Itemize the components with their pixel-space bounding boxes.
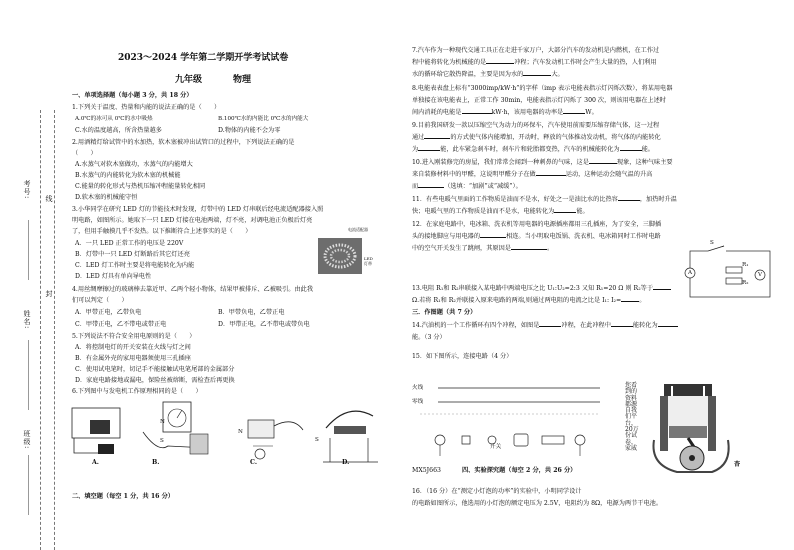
q15-wiring-figure: [410, 378, 610, 468]
q8-line2: 单独接在该电能表上，正常工作 30min，电能表指示灯闪烁了 300 次，则该用电器在上述时: [412, 97, 666, 104]
adapter-label: 电流适配器: [348, 227, 368, 232]
q9-blank-1[interactable]: [424, 138, 450, 139]
q5-option-d: D．家庭电路接地或漏电，保险丝被熔断，需检查后再更换: [75, 377, 235, 384]
q6-label-d: D.: [342, 459, 350, 466]
q10-line1: 10.进入刚装修完的房屋，我们常常会闻到一种刺鼻的气味，这是 现象，这种气味主要: [412, 159, 673, 166]
magnet-pole-n-c: N: [238, 429, 243, 435]
q9-line2: 通过 的方式使气体内能增加，开动时，释放的气体推动发动机，将气体的内能转化: [412, 134, 661, 141]
q3-option-c: C．LED 灯工作时主要是将电能转化为内能: [75, 262, 195, 269]
q2-option-c: C.能量的转化形式与热机压缩冲程能量转化相同: [75, 183, 206, 190]
section3-heading: 三．作图题（共 7 分）: [412, 309, 477, 316]
section2-heading: 二、填空题（每空 1 分，共 16 分）: [72, 493, 174, 500]
q12-line1: 12．在家庭电路中，电冰箱、洗衣机等用电器的电源插座都用三孔插座，为了安全，三脚插: [412, 221, 662, 228]
q4-option-c: C．甲带正电，乙不带电或带正电: [75, 321, 167, 328]
q5-stem: 5.下列说法不符合安全用电原则的是（ ）: [72, 333, 196, 340]
q7-line2: 程中能将转化为机械能的是 冲程；汽车发动机工作时会产生大量的热，人们利用: [412, 59, 657, 66]
subject-label: 物理: [233, 75, 252, 85]
magnet-pole-s-d: S: [315, 437, 319, 443]
q3-option-a: A．一只 LED 正常工作的电压是 220V: [75, 240, 184, 247]
circuit-r1: R₁: [742, 262, 749, 268]
circuit-voltmeter-v: V: [758, 272, 763, 278]
q12-blank-1[interactable]: [480, 237, 506, 238]
q10-blank-3[interactable]: [418, 187, 444, 188]
q13-circuit-diagram: [680, 245, 780, 305]
q14-blank-3[interactable]: [658, 326, 678, 327]
q16-line2: 的电路如图所示，他选用的小灯泡的额定电压为 2.5V，电阻约为 8Ω，电源为两节干电池。: [412, 500, 663, 507]
led-strip-photo: [318, 238, 362, 274]
q8-line1: 8.电能表表盘上标有“3000imp/kW·h”的字样（imp 表示电能表指示灯闪烁次数），将某用电器: [412, 85, 673, 92]
q5-option-a: A．将控制电灯的开关安装在火线与灯之间: [75, 344, 191, 351]
watermark-vertical-text: 您看到的资料都源自我们平台，20万份试卷，家威: [625, 382, 639, 452]
q1-stem: 1.下列关于温度、热量和内能的说法正确的是（ ）: [72, 104, 221, 111]
q6-figure-b: [143, 402, 208, 454]
magnet-pole-s-b: S: [160, 438, 164, 444]
circuit-ammeter-a: A: [688, 270, 693, 276]
q9-line1: 9.目前我国研发一款以压缩空气为动力的环保车，汽车使用前需要压缩存储气体，这一过程: [412, 122, 660, 129]
neutral-wire-label: 零线: [412, 399, 424, 405]
q11-blank-1[interactable]: [618, 200, 640, 201]
class-label: 班级:: [23, 430, 31, 450]
q6-label-a: A.: [92, 459, 99, 466]
q6-figure-d: [323, 411, 378, 462]
q7-blank-1[interactable]: [486, 63, 514, 64]
q10-blank-2[interactable]: [536, 175, 566, 176]
circuit-switch-s: S: [710, 240, 714, 246]
q14-line1: 14.汽油机的一个工作循环有四个冲程，如图是 冲程，在此冲程中 能转化为: [412, 321, 678, 330]
q12-line3: 中的空气开关发生了跳闸，其原因是 。: [412, 245, 554, 252]
q1-option-a: A.0℃的冰可从 0℃的水中吸热: [75, 116, 153, 122]
q9-line3: 为 能，此车紧急刹车时，刹车片和轮胎都变热，汽车的机械能转化为 能。: [412, 146, 654, 153]
circuit-r2: R₂: [742, 280, 749, 286]
q10-line3: 而 （选填：“加剧”或“减缓”）。: [412, 183, 522, 190]
q12-blank-2[interactable]: [511, 249, 547, 250]
q3-stem-line1: 3.小华同学在研究 LED 灯的节能技术时发现，灯带中的 LED 灯串联后经电流适配器接入照: [72, 206, 324, 213]
exam-number-blank: [28, 220, 29, 280]
class-blank: [28, 455, 29, 515]
q6-stem: 6.下列图中与发电机工作原理相同的是（ ）: [72, 388, 202, 395]
binding-xian-char: 线: [45, 195, 53, 203]
q16-line1: 16．（16 分）在“测定小灯泡的功率”的实验中，小明同学设计: [412, 488, 582, 495]
q4-option-a: A．甲带正电，乙带负电: [75, 309, 142, 316]
q15-stem: 15．如下图所示，连接电路（4 分）: [412, 353, 513, 360]
q14-blank-1[interactable]: [539, 326, 561, 327]
q4-option-b: B．甲带负电，乙带正电: [218, 309, 285, 316]
q2-stem-cont: （ ）: [72, 150, 97, 157]
q3-stem-line3: 了，但用手触摸几乎不发热。以下推断符合上述事实的是（ ）: [72, 228, 252, 235]
led-label: LED 灯带: [364, 256, 373, 266]
q9-blank-2[interactable]: [418, 150, 440, 151]
section4-heading: 四、实验探究题（每空 2 分，共 26 分）: [462, 467, 577, 474]
q13-blank-1[interactable]: [653, 289, 671, 290]
q10-blank-1[interactable]: [589, 163, 617, 164]
q6-figure-c: [248, 420, 303, 459]
q10-line2: 来自装修材料中的甲醛，这说明甲醛分子在做 运动，这种运动会随气温的升高: [412, 171, 653, 178]
q13-line2: Ω.若将 R₁和 R₂并联接入原来电路的两端,则通过两电阻的电流之比是 I₁: I₂= 。: [412, 297, 646, 304]
q7-line1: 7.汽车作为一种现代交通工具正在走进千家万户，大部分汽车的发动机是内燃机，在工作过: [412, 47, 660, 54]
q11-line1: 11．有些电暖气里面的工作物质是油而不是水，好处之一是油比水的比热容 ，加热时升温: [412, 196, 677, 203]
q9-blank-3[interactable]: [620, 150, 642, 151]
binding-dash-line-inner: [54, 110, 55, 550]
name-label: 姓名:: [23, 310, 31, 330]
q8-blank-2[interactable]: [563, 113, 585, 114]
q4-option-d: D．甲带正电，乙不带电或带负电: [218, 321, 310, 328]
exam-number-label: 考号:: [23, 180, 31, 200]
grade-label: 九年级: [175, 75, 203, 85]
name-blank: [28, 340, 29, 410]
binding-feng-char: 封: [45, 290, 53, 298]
q7-line3: 水的循环给它散热降温，主要是因为水的 大。: [412, 71, 564, 78]
q4-stem-line2: 们可以判定（ ）: [72, 297, 128, 304]
switch-label: 开关: [490, 444, 502, 450]
q7-blank-2[interactable]: [523, 75, 551, 76]
q3-stem-line2: 明电路，如图所示。她取下一只 LED 灯接在电池两端，灯不亮，对调电池正负极后灯亮: [72, 217, 313, 224]
q6-figure-a: [72, 408, 120, 454]
q2-option-b: B.水蒸气的内能转化为软木塞的机械能: [75, 172, 181, 179]
magnet-pole-n-b: N: [160, 419, 165, 425]
exam-title: 2023～2024 学年第二学期开学考试试卷: [118, 53, 289, 63]
q12-line2: 头的接地脚应与用电器的 相连。当小明取电饭锅、洗衣机、电冰箱同时工作时电路: [412, 233, 661, 240]
q5-option-b: B．有金属外壳的家用电器须使用三孔插座: [75, 355, 191, 362]
q8-line3: 间内消耗的电能是 kW·h，该用电器的功率是 W。: [412, 109, 598, 116]
q1-option-d: D.物体的内能不会为零: [218, 127, 281, 134]
section1-heading: 一、单项选择题（每小题 3 分，共 18 分）: [72, 92, 193, 99]
q14-line2: 能。（3 分）: [412, 334, 446, 341]
q1-option-c: C.水的温度越高，所含热量越多: [75, 127, 162, 134]
q3-option-b: B．灯带中一只 LED 灯断路后其它灯还亮: [75, 251, 190, 258]
q5-option-c: C．使用试电笔时，切记手不能接触试电笔尾部的金属部分: [75, 366, 235, 373]
q14-blank-2[interactable]: [611, 326, 633, 327]
q1-option-b: B.100℃水的内能比 0℃水的内能大: [218, 116, 309, 122]
q13-line1: 13.电阻 R₁和 R₂串联接入某电路中两端电压之比 U₁:U₂=2:3 又知 R₁=20 Ω 则 R₂等于: [412, 284, 671, 293]
watermark-char: MX5J663: [412, 467, 441, 474]
q3-option-d: D．LED 灯具有单向导电性: [75, 273, 152, 280]
fig14-caption: 杳: [734, 461, 741, 468]
q6-label-b: B.: [152, 459, 160, 466]
q4-stem-line1: 4.用丝绸摩擦过的玻璃棒去靠近甲、乙两个轻小物体，结果甲被排斥、乙被吸引。由此我: [72, 286, 314, 293]
q6-label-c: C.: [250, 459, 257, 466]
q8-blank-1[interactable]: [462, 113, 492, 114]
binding-dash-line-outer: [40, 110, 41, 550]
live-wire-label: 火线: [412, 385, 424, 391]
q13-blank-2[interactable]: [621, 301, 639, 302]
q2-option-d: D.软木塞的机械能守恒: [75, 194, 138, 201]
q11-blank-2[interactable]: [554, 212, 576, 213]
q11-line2: 快；电暖气里的工作物质是油而不是水，电能转化为 能。: [412, 208, 589, 215]
q2-stem: 2.用酒精灯给试管中的水加热，软木塞被冲出试管口的过程中，下列说法正确的是: [72, 139, 295, 146]
q14-engine-figure: [642, 380, 737, 475]
q2-option-a: A.水蒸气对软木塞做功，水蒸气的内能增大: [75, 161, 193, 168]
